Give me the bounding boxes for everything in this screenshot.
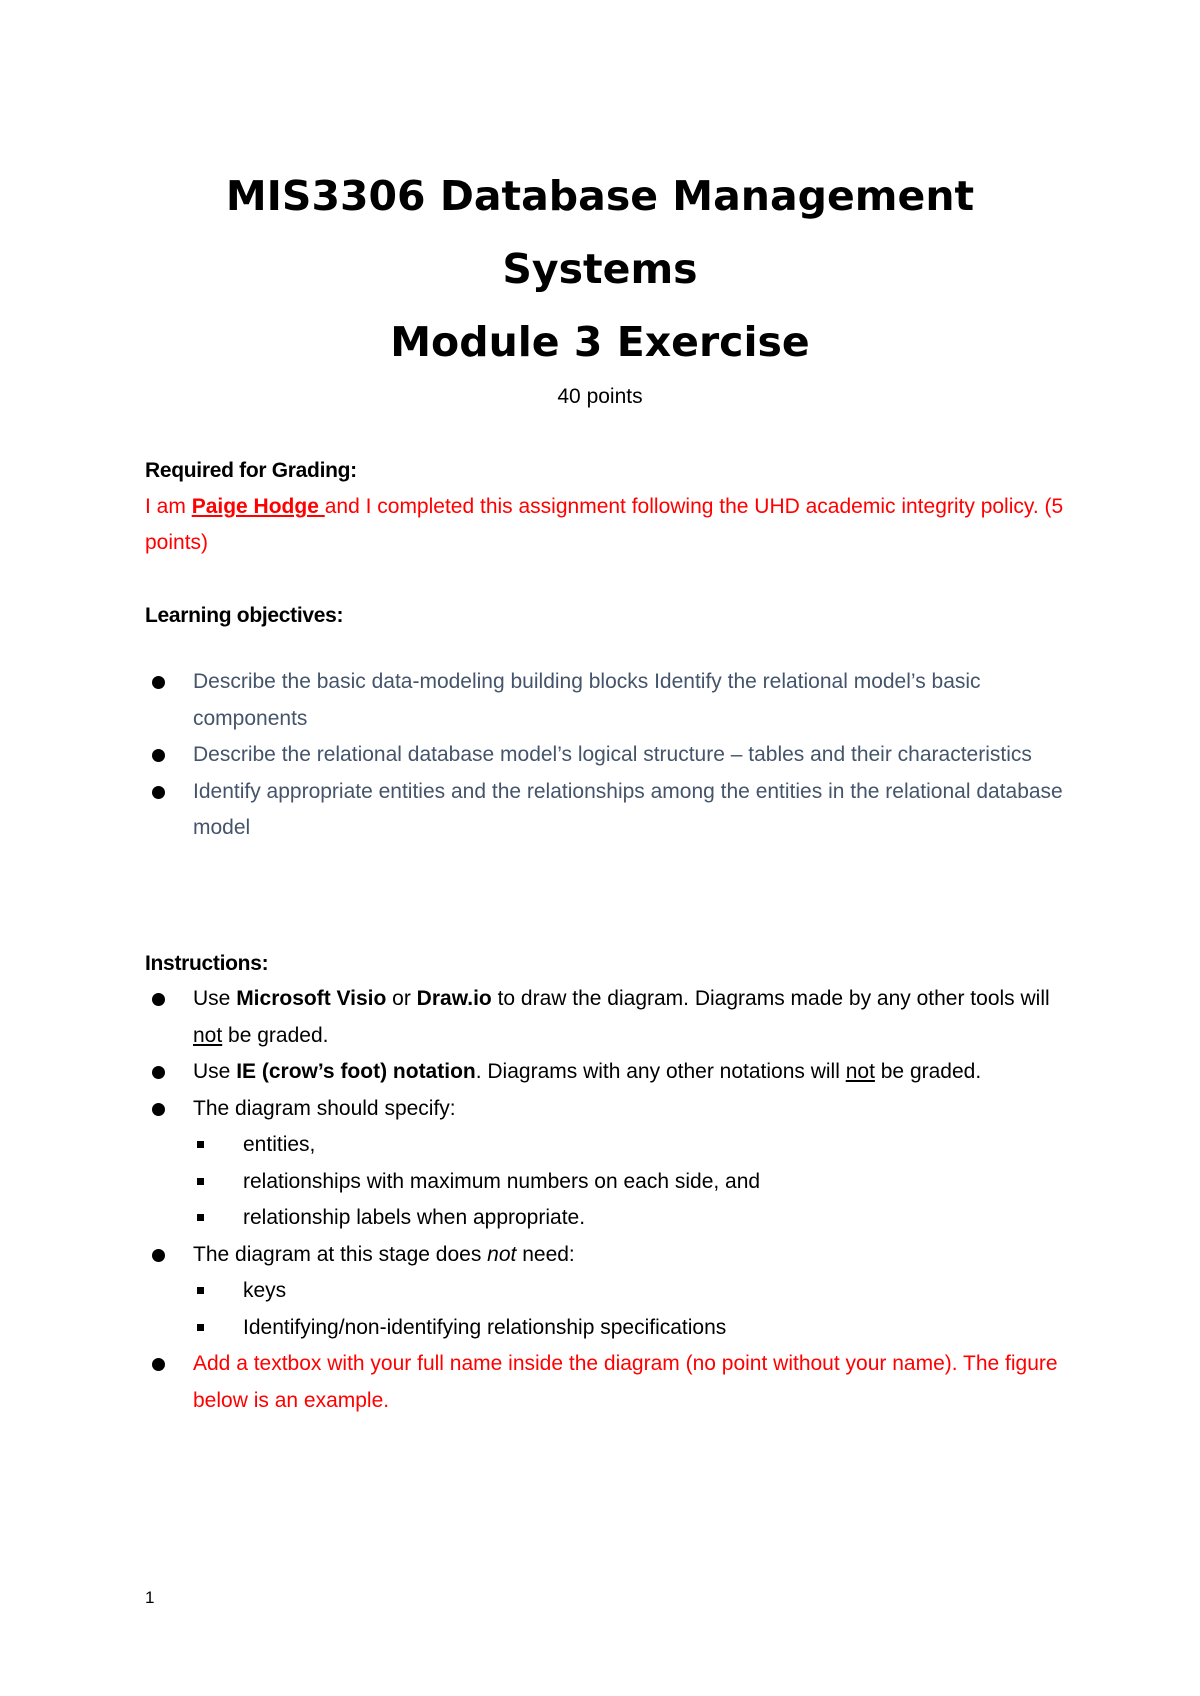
sub-list-item: keys: [145, 1273, 1075, 1310]
tool-visio: Microsoft Visio: [236, 987, 387, 1010]
student-name: Paige Hodge: [191, 495, 325, 518]
sub-list-item: Identifying/non-identifying relationship specifications: [145, 1310, 1075, 1347]
square-bullet-icon: [197, 1141, 204, 1148]
bullet-icon: [152, 1066, 165, 1079]
page-number: 1: [145, 1588, 155, 1607]
points-label: 40 points: [557, 385, 643, 408]
integrity-text: and I completed this assignment following the UHD academic integrity policy. (5 points): [145, 495, 1064, 554]
notation-name: IE (crow’s foot) notation: [236, 1060, 476, 1083]
bullet-icon: [152, 1249, 165, 1262]
sub-list-item: relationship labels when appropriate.: [145, 1200, 1075, 1237]
objectives-list: [145, 664, 1075, 847]
sub-list-item: relationships with maximum numbers on each side, and: [145, 1164, 1075, 1201]
bullet-icon: [152, 1103, 165, 1116]
bullet-icon: [152, 993, 165, 1006]
square-bullet-icon: [197, 1214, 204, 1221]
list-item: Describe the basic data-modeling building blocks Identify the relational model’s basic components: [145, 664, 1075, 737]
square-bullet-icon: [197, 1324, 204, 1331]
bullet-icon: [152, 1358, 165, 1371]
list-item: The diagram at this stage does not need:: [145, 1237, 1075, 1274]
integrity-prefix: I am: [145, 495, 192, 518]
tool-drawio: Draw.io: [416, 987, 492, 1010]
bullet-icon: [152, 676, 165, 689]
integrity-statement: [145, 489, 1065, 561]
list-item: Use Microsoft Visio or Draw.io to draw the diagram. Diagrams made by any other tools will not be graded.: [145, 981, 1075, 1054]
list-item: Describe the relational database model’s logical structure – tables and their characteristics: [145, 737, 1075, 774]
list-item: Use IE (crow’s foot) notation. Diagrams with any other notations will not be graded.: [145, 1054, 1075, 1091]
list-item: Identify appropriate entities and the relationships among the entities in the relational database model: [145, 774, 1075, 847]
document-title-line-2: Systems: [502, 245, 698, 293]
bullet-icon: [152, 786, 165, 799]
list-item: The diagram should specify:: [145, 1091, 1075, 1128]
square-bullet-icon: [197, 1178, 204, 1185]
objectives-heading: Learning objectives:: [145, 604, 344, 627]
grading-heading: Required for Grading:: [145, 459, 357, 482]
sub-list-item: entities,: [145, 1127, 1075, 1164]
instructions-heading: Instructions:: [145, 952, 269, 975]
instructions-list: [145, 981, 1075, 1419]
square-bullet-icon: [197, 1287, 204, 1294]
document-title-line-1: MIS3306 Database Management: [225, 172, 975, 220]
list-item: Add a textbox with your full name inside the diagram (no point without your name). The figure below is an example.: [145, 1346, 1075, 1419]
bullet-icon: [152, 749, 165, 762]
document-title-line-3: Module 3 Exercise: [390, 318, 810, 366]
grading-section: [145, 453, 1065, 561]
